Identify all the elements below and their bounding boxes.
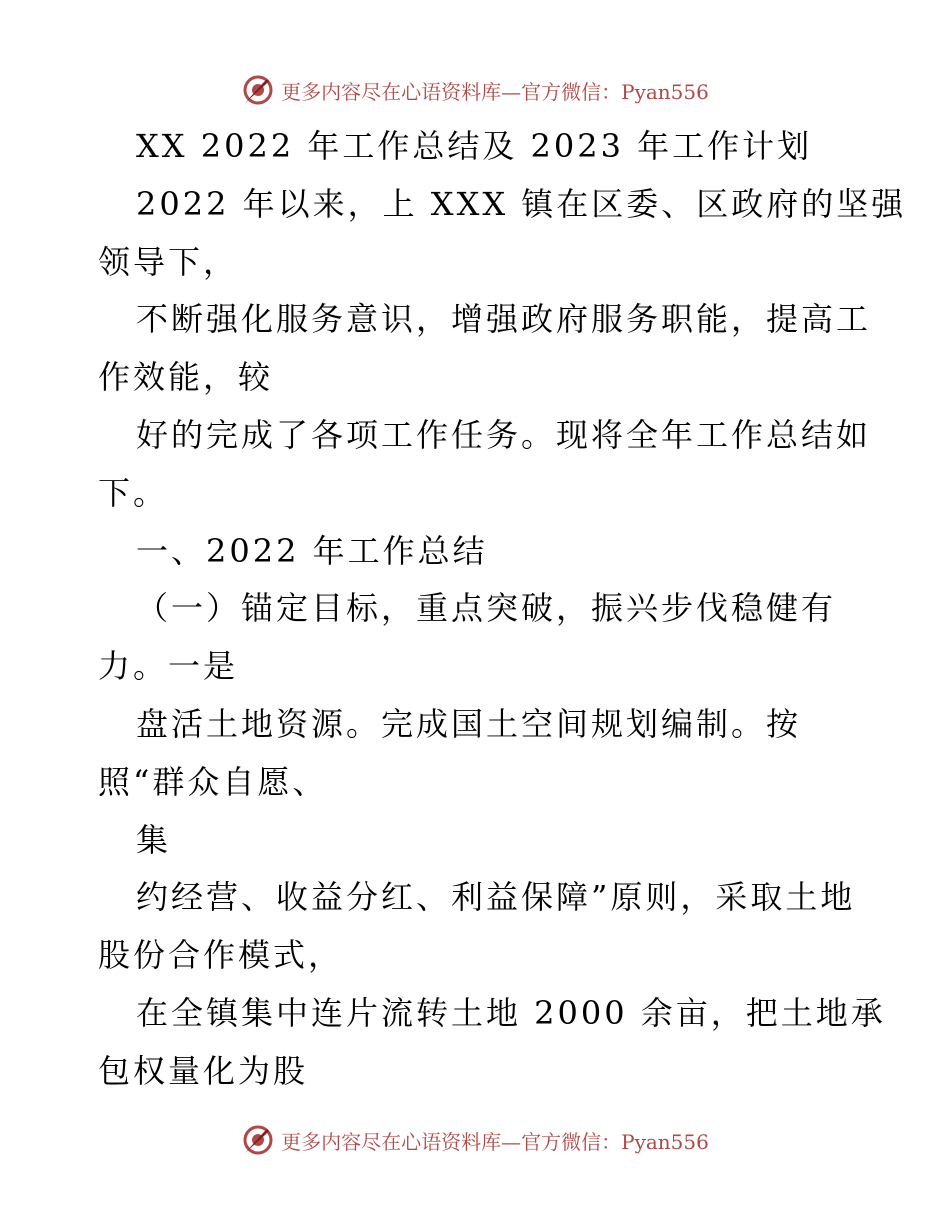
watermark-text: 更多内容尽在心语资料库—官方微信：Pyan556 <box>281 79 709 104</box>
subsection-heading: （一）锚定目标，重点突破，振兴步伐稳健有 <box>136 589 837 628</box>
paragraph-line: 力。一是 <box>98 647 239 686</box>
paragraph-line: 2022 年以来，上 XXX 镇在区委、区政府的坚强 <box>136 184 907 223</box>
paragraph-line: 作效能，较 <box>98 358 274 397</box>
paragraph-line: 领导下， <box>98 242 239 281</box>
paragraph-line: 不断强化服务意识，增强政府服务职能，提高工 <box>136 300 872 339</box>
quill-seal-icon <box>241 73 275 107</box>
paragraph-line: 集 <box>136 820 172 859</box>
document-body <box>98 118 907 1101</box>
paragraph-line: 好的完成了各项工作任务。现将全年工作总结如 <box>136 415 872 454</box>
paragraph-line: 股份合作模式， <box>98 936 344 975</box>
paragraph-line: 照“群众自愿、 <box>98 762 328 801</box>
section-heading: 一、2022 年工作总结 <box>136 531 488 570</box>
document-title: XX 2022 年工作总结及 2023 年工作计划 <box>136 127 813 165</box>
paragraph-line: 包权量化为股 <box>98 1051 309 1090</box>
watermark-text: 更多内容尽在心语资料库—官方微信：Pyan556 <box>281 1129 709 1154</box>
quill-seal-icon <box>241 1123 275 1157</box>
paragraph-line: 约经营、收益分红、利益保障”原则，采取土地 <box>136 878 856 917</box>
paragraph-line: 在全镇集中连片流转土地 2000 余亩，把土地承 <box>136 993 886 1032</box>
header-watermark-banner <box>0 70 950 110</box>
paragraph-line: 盘活土地资源。完成国土空间规划编制。按 <box>136 704 802 743</box>
paragraph-line: 下。 <box>98 473 169 512</box>
footer-watermark-banner <box>0 1120 950 1160</box>
